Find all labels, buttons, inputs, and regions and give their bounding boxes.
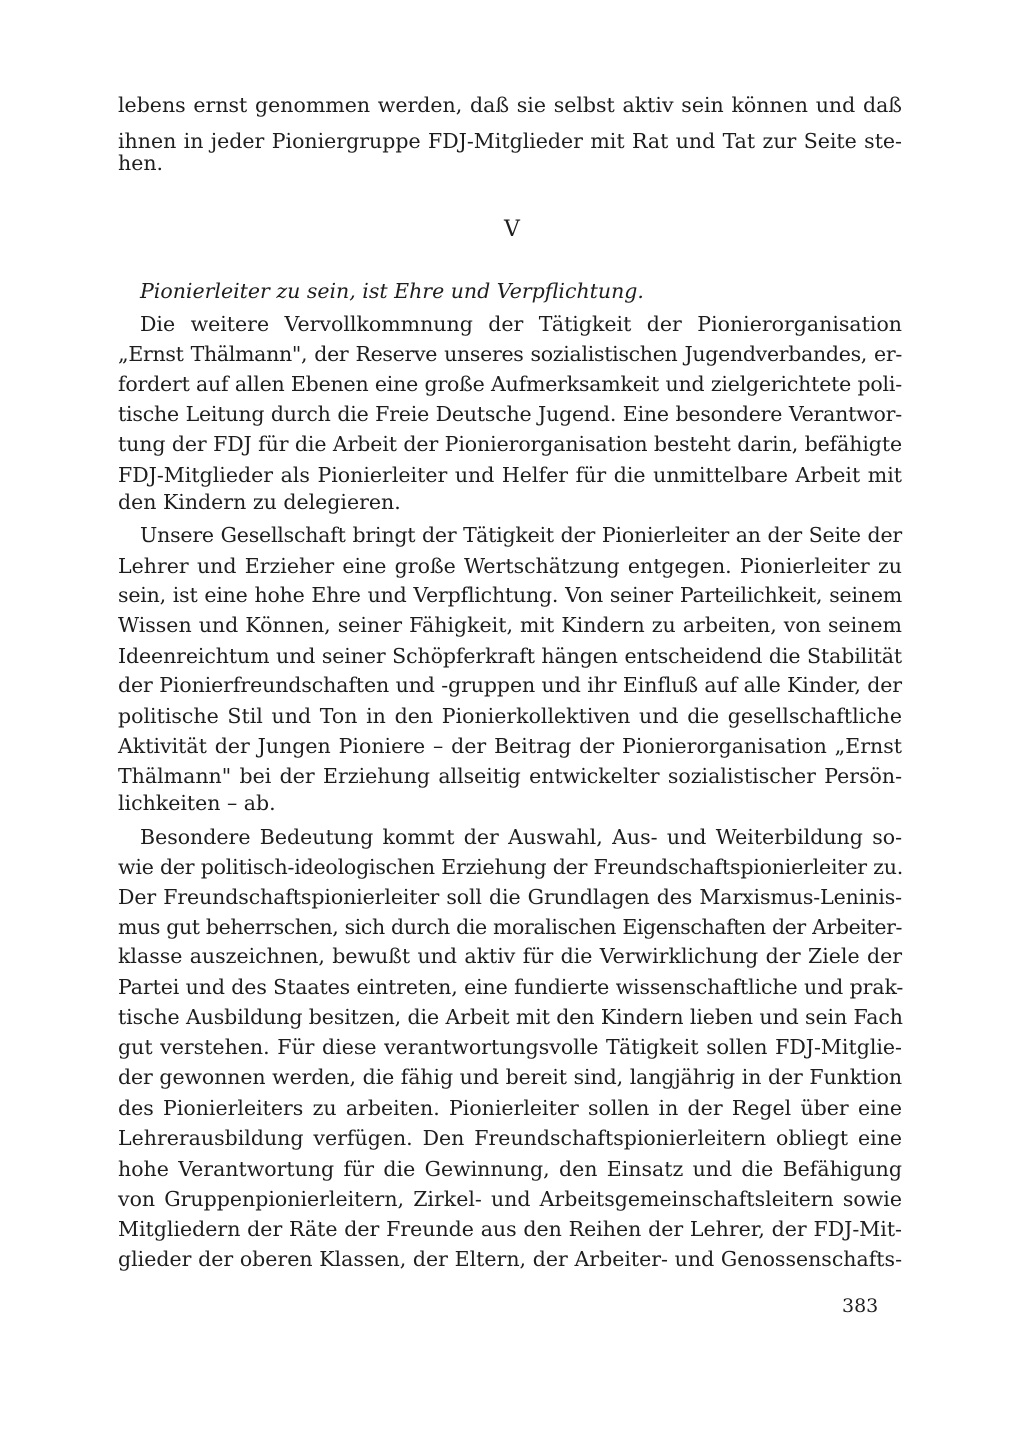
text-line: tische Ausbildung besitzen, die Arbeit mit den Kindern lieben und sein Fach — [118, 1005, 903, 1029]
text-line: tische Leitung durch die Freie Deutsche Jugend. Eine besondere Verantwor- — [118, 402, 902, 426]
text-line: sein, ist eine hohe Ehre und Verpflichtung. Von seiner Parteilichkeit, seinem — [118, 583, 902, 607]
text-line: fordert auf allen Ebenen eine große Aufmerksamkeit und zielgerichtete poli- — [118, 372, 902, 396]
text-line: Besondere Bedeutung kommt der Auswahl, Aus- und Weiterbildung so- — [140, 825, 902, 849]
section-heading: V — [504, 217, 520, 242]
text-line: gut verstehen. Für diese verantwortungsvolle Tätigkeit sollen FDJ-Mitglie- — [118, 1035, 902, 1059]
text-line: Ideenreichtum und seiner Schöpferkraft hängen entscheidend die Stabilität — [118, 644, 902, 668]
text-line: der Pionierfreundschaften und -gruppen und ihr Einfluß auf alle Kinder, der — [118, 673, 902, 697]
text-line: Lehrerausbildung verfügen. Den Freundschaftspionierleitern obliegt eine — [118, 1126, 902, 1150]
text-line: Der Freundschaftspionierleiter soll die Grundlagen des Marxismus-Leninis- — [118, 885, 902, 909]
italic-heading: Pionierleiter zu sein, ist Ehre und Verpflichtung. — [140, 279, 644, 303]
text-line: Die weitere Vervollkommnung der Tätigkeit der Pionierorganisation — [140, 312, 902, 336]
text-line: der gewonnen werden, die fähig und bereit sind, langjährig in der Funktion — [118, 1065, 902, 1089]
text-line: von Gruppenpionierleitern, Zirkel- und Arbeitsgemeinschaftsleitern sowie — [118, 1187, 902, 1211]
text-line: mus gut beherrschen, sich durch die moralischen Eigenschaften der Arbeiter- — [118, 915, 902, 939]
text-line: den Kindern zu delegieren. — [118, 490, 401, 514]
text-line: ihnen in jeder Pioniergruppe FDJ-Mitglieder mit Rat und Tat zur Seite ste- — [118, 129, 902, 153]
text-line: Partei und des Staates eintreten, eine fundierte wissenschaftliche und prak- — [118, 975, 904, 999]
text-line: FDJ-Mitglieder als Pionierleiter und Helfer für die unmittelbare Arbeit mit — [118, 463, 902, 487]
text-line: des Pionierleiters zu arbeiten. Pionierleiter sollen in der Regel über eine — [118, 1096, 902, 1120]
text-line: Thälmann" bei der Erziehung allseitig entwickelter sozialistischer Persön- — [118, 764, 902, 788]
text-line: politische Stil und Ton in den Pionierkollektiven und die gesellschaftliche — [118, 704, 902, 728]
text-line: lebens ernst genommen werden, daß sie selbst aktiv sein können und daß — [118, 93, 902, 117]
text-line: glieder der oberen Klassen, der Eltern, der Arbeiter- und Genossenschafts- — [118, 1247, 902, 1271]
text-line: tung der FDJ für die Arbeit der Pionierorganisation besteht darin, befähigte — [118, 432, 902, 456]
text-line: Aktivität der Jungen Pioniere – der Beitrag der Pionierorganisation „Ernst — [118, 734, 902, 758]
text-line: Wissen und Können, seiner Fähigkeit, mit Kindern zu arbeiten, von seinem — [118, 613, 902, 637]
text-line: Lehrer und Erzieher eine große Wertschätzung entgegen. Pionierleiter zu — [118, 554, 902, 578]
page-number: 383 — [842, 1295, 879, 1317]
text-line: hohe Verantwortung für die Gewinnung, den Einsatz und die Befähigung — [118, 1157, 902, 1181]
text-line: klasse auszeichnen, bewußt und aktiv für die Verwirklichung der Ziele der — [118, 944, 902, 968]
text-line: lichkeiten – ab. — [118, 791, 276, 815]
text-line: Mitgliedern der Räte der Freunde aus den Reihen der Lehrer, der FDJ-Mit- — [118, 1217, 902, 1241]
text-line: wie der politisch-ideologischen Erziehung der Freundschaftspionierleiter zu. — [118, 855, 904, 879]
text-line: hen. — [118, 151, 164, 175]
text-line: „Ernst Thälmann", der Reserve unseres sozialistischen Jugendverbandes, er- — [118, 342, 902, 366]
text-line: Unsere Gesellschaft bringt der Tätigkeit der Pionierleiter an der Seite der — [140, 523, 902, 547]
